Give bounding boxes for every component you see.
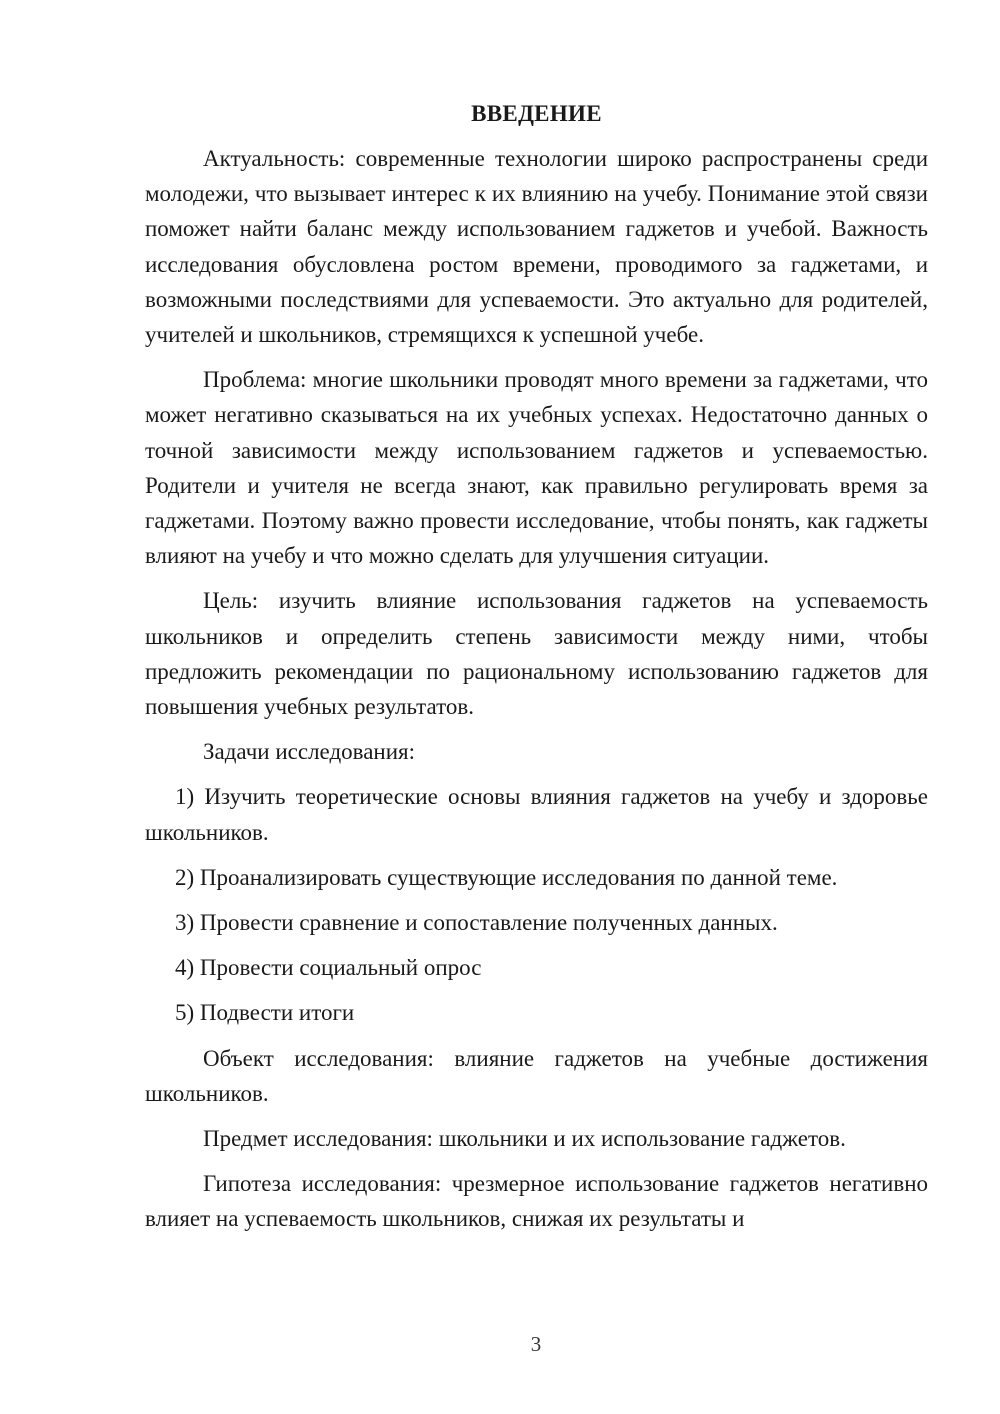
paragraph-relevance: Актуальность: современные технологии широко распространены среди молодежи, что вызывает интерес к их влиянию на учебу. Понимание этой связи поможет найти баланс между использованием гаджетов и учебой. Важность исследования обусловлена ростом времени, проводимого за гаджетами, и возможными последствиями для успеваемости. Это актуально для родителей, учителей и школьников, стремящихся к успешной учебе. [145, 146, 928, 348]
tasks-heading: Задачи исследования: [203, 739, 416, 765]
page-title: ВВЕДЕНИЕ [471, 101, 602, 126]
paragraph-object: Объект исследования: влияние гаджетов на учебные достижения школьников. [145, 1045, 928, 1106]
paragraph-goal: Цель: изучить влияние использования гаджетов на успеваемость школьников и определить степень зависимости между ними, чтобы предложить рекомендации по рациональному использованию гаджетов для повышения учебных результатов. [145, 588, 928, 720]
list-item: 3) Провести сравнение и сопоставление полученных данных. [175, 910, 778, 936]
list-item: 1) Изучить теоретические основы влияния гаджетов на учебу и здоровье школьников. [145, 784, 928, 845]
list-item: 2) Проанализировать существующие исследования по данной теме. [175, 864, 838, 890]
paragraph-subject: Предмет исследования: школьники и их использование гаджетов. [203, 1126, 846, 1152]
paragraph-problem: Проблема: многие школьники проводят много времени за гаджетами, что может негативно сказываться на их учебных успехах. Недостаточно данных о точной зависимости между использованием гаджетов и успеваемостью. Родители и учителя не всегда знают, как правильно регулировать время за гаджетами. Поэтому важно провести исследование, чтобы понять, как гаджеты влияют на учебу и что можно сделать для улучшения ситуации. [145, 367, 928, 569]
list-item: 5) Подвести итоги [175, 1000, 355, 1026]
list-item: 4) Провести социальный опрос [175, 955, 482, 981]
paragraph-hypothesis: Гипотеза исследования: чрезмерное использование гаджетов негативно влияет на успеваемость школьников, снижая их результаты и [145, 1171, 928, 1232]
document-page [145, 96, 928, 1247]
page-number: 3 [530, 1332, 542, 1356]
tasks-list [145, 779, 928, 1030]
